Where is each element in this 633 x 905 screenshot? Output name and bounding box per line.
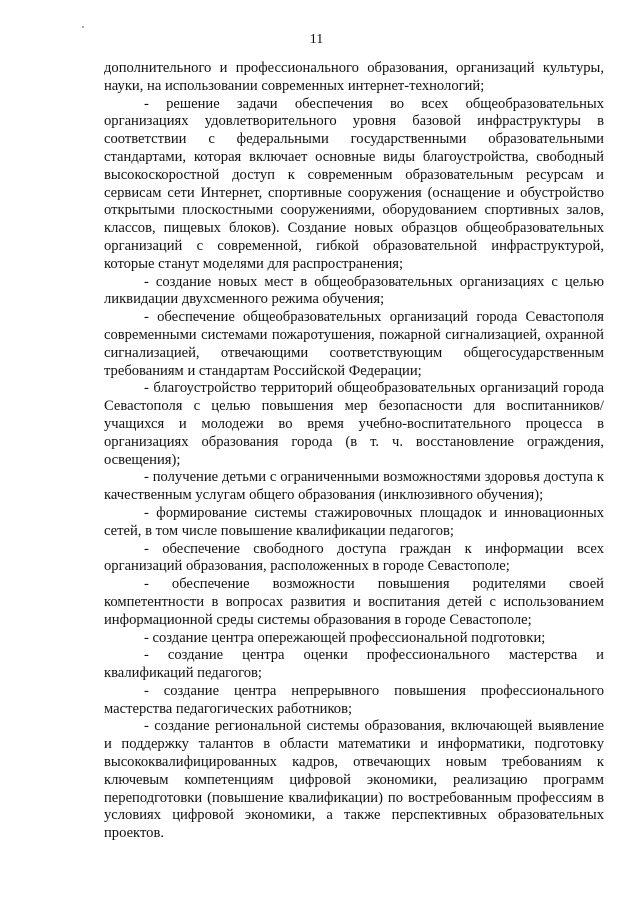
list-item: - создание центра опережающей профессиональной подготовки; bbox=[144, 629, 546, 646]
list-item: - решение задачи обеспечения во всех общеобразовательных организациях удовлетворительного уровня базовой инфраструктуры в соответствии с федеральными государственными образовательными стандартами, которая включает основные виды благоустройства, свободный высокоскоростной доступ к современным образовательным ресурсам и сервисам сети Интернет, спортивные сооружения (оснащение и обустройство открытыми плоскостными сооружениями, оборудованием спортивных залов, классов, пищевых блоков). Создание новых образцов общеобразовательных организаций с современной, гибкой образовательной инфраструктурой, которые станут моделями для распространения; bbox=[104, 95, 604, 272]
list-item: - создание центра оценки профессионального мастерства и квалификаций педагогов; bbox=[104, 647, 604, 682]
page-number: 11 bbox=[309, 32, 324, 47]
scan-speck bbox=[82, 26, 84, 28]
list-item: - обеспечение возможности повышения родителями своей компетентности в вопросах развития и воспитания детей с использованием информационной среды системы образования в городе Севастополе; bbox=[104, 576, 604, 628]
document-body bbox=[104, 60, 604, 843]
list-item: - получение детьми с ограниченными возможностями здоровья доступа к качественным услугам общего образования (инклюзивного обучения); bbox=[104, 469, 604, 504]
list-item: - обеспечение свободного доступа граждан к информации всех организаций образования, расположенных в городе Севастополе; bbox=[104, 540, 604, 575]
paragraph: дополнительного и профессионального образования, организаций культуры, науки, на использовании современных интернет-технологий; bbox=[104, 60, 604, 94]
list-item: - формирование системы стажировочных площадок и инновационных сетей, в том числе повышение квалификации педагогов; bbox=[104, 504, 604, 539]
list-item: - создание региональной системы образования, включающей выявление и поддержку талантов в области математики и информатики, подготовку высококвалифицированных кадров, отвечающих новым требованиям к ключевым компетенциям цифровой экономики, реализацию программ переподготовки (повышение квалификации) по востребованным профессиям в условиях цифровой экономики, а также перспективных образовательных проектов. bbox=[104, 718, 604, 842]
list-item: - обеспечение общеобразовательных организаций города Севастополя современными системами пожаротушения, пожарной сигнализацией, охранной сигнализацией, отвечающими соответствующим общегосударственным требованиям и стандартам Российской Федерации; bbox=[104, 309, 604, 379]
list-item: - благоустройство территорий общеобразовательных организаций города Севастополя с целью повышения мер безопасности для воспитанников/учащихся и молодежи во время учебно-воспитательного процесса в организациях образования города (в т. ч. восстановление ограждения, освещения); bbox=[104, 380, 604, 468]
list-item: - создание центра непрерывного повышения профессионального мастерства педагогических работников; bbox=[104, 682, 604, 717]
list-item: - создание новых мест в общеобразовательных организациях с целью ликвидации двухсменного режима обучения; bbox=[104, 273, 604, 308]
